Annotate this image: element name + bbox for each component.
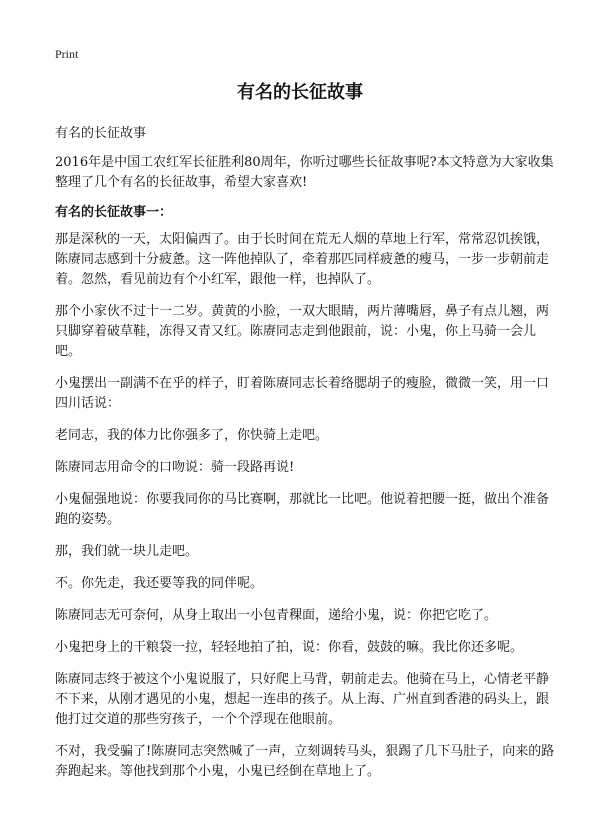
story-paragraph: 小鬼把身上的干粮袋一拉，轻轻地拍了拍，说：你看，鼓鼓的嘛。我比你还多呢。 (55, 640, 524, 655)
story-paragraph: 那是深秋的一天，太阳偏西了。由于长时间在荒无人烟的草地上行军，常常忍饥挨饿，陈赓同志感到十分疲惫。这一阵他掉队了，牵着那匹同样疲惫的瘦马，一步一步朝前走着。忽然，看见前边有个小红军，跟他一样，也掉队了。 (55, 232, 550, 287)
story-paragraph: 陈赓同志用命令的口吻说：骑一段路再说! (55, 460, 295, 475)
story-paragraph: 小鬼摆出一副满不在乎的样子，盯着陈赓同志长着络腮胡子的瘦脸，微微一笑，用一口四川话说： (55, 376, 550, 411)
story-paragraph: 小鬼倔强地说：你要我同你的马比赛啊，那就比一比吧。他说着把腰一挺，做出个准备跑的姿势。 (55, 492, 550, 527)
story-paragraph: 不。你先走，我还要等我的同伴呢。 (55, 576, 264, 591)
intro-paragraph: 2016年是中国工农红军长征胜利80周年，你听过哪些长征故事呢?本文特意为大家收集整理了几个有名的长征故事，希望大家喜欢! (55, 155, 554, 190)
print-link[interactable]: Print (55, 47, 79, 61)
story-paragraph: 那，我们就一块儿走吧。 (55, 544, 199, 559)
subtitle: 有名的长征故事 (55, 126, 147, 141)
story-paragraph: 陈赓同志无可奈何，从身上取出一小包青稞面，递给小鬼，说：你把它吃了。 (55, 608, 498, 623)
story-paragraph: 那个小家伙不过十一二岁。黄黄的小脸，一双大眼睛，两片薄嘴唇，鼻子有点儿翘，两只脚穿着破草鞋，冻得又青又红。陈赓同志走到他跟前，说：小鬼，你上马骑一会儿吧。 (55, 304, 550, 359)
story-paragraph: 老同志，我的体力比你强多了，你快骑上走吧。 (55, 428, 329, 443)
story-paragraph: 陈赓同志终于被这个小鬼说服了，只好爬上马背，朝前走去。他骑在马上，心情老平静不下来，从刚才遇见的小鬼，想起一连串的孩子。从上海、广州直到香港的码头上，跟他打过交道的那些穷孩子，一个个浮现在他眼前。 (55, 672, 550, 727)
section-heading: 有名的长征故事一： (55, 205, 173, 220)
story-paragraph: 不对，我受骗了!陈赓同志突然喊了一声，立刻调转马头，狠踢了几下马肚子，向来的路奔跑起来。等他找到那个小鬼，小鬼已经倒在草地上了。 (55, 744, 555, 779)
story-body (55, 230, 555, 794)
page-title: 有名的长征故事 (237, 82, 363, 103)
